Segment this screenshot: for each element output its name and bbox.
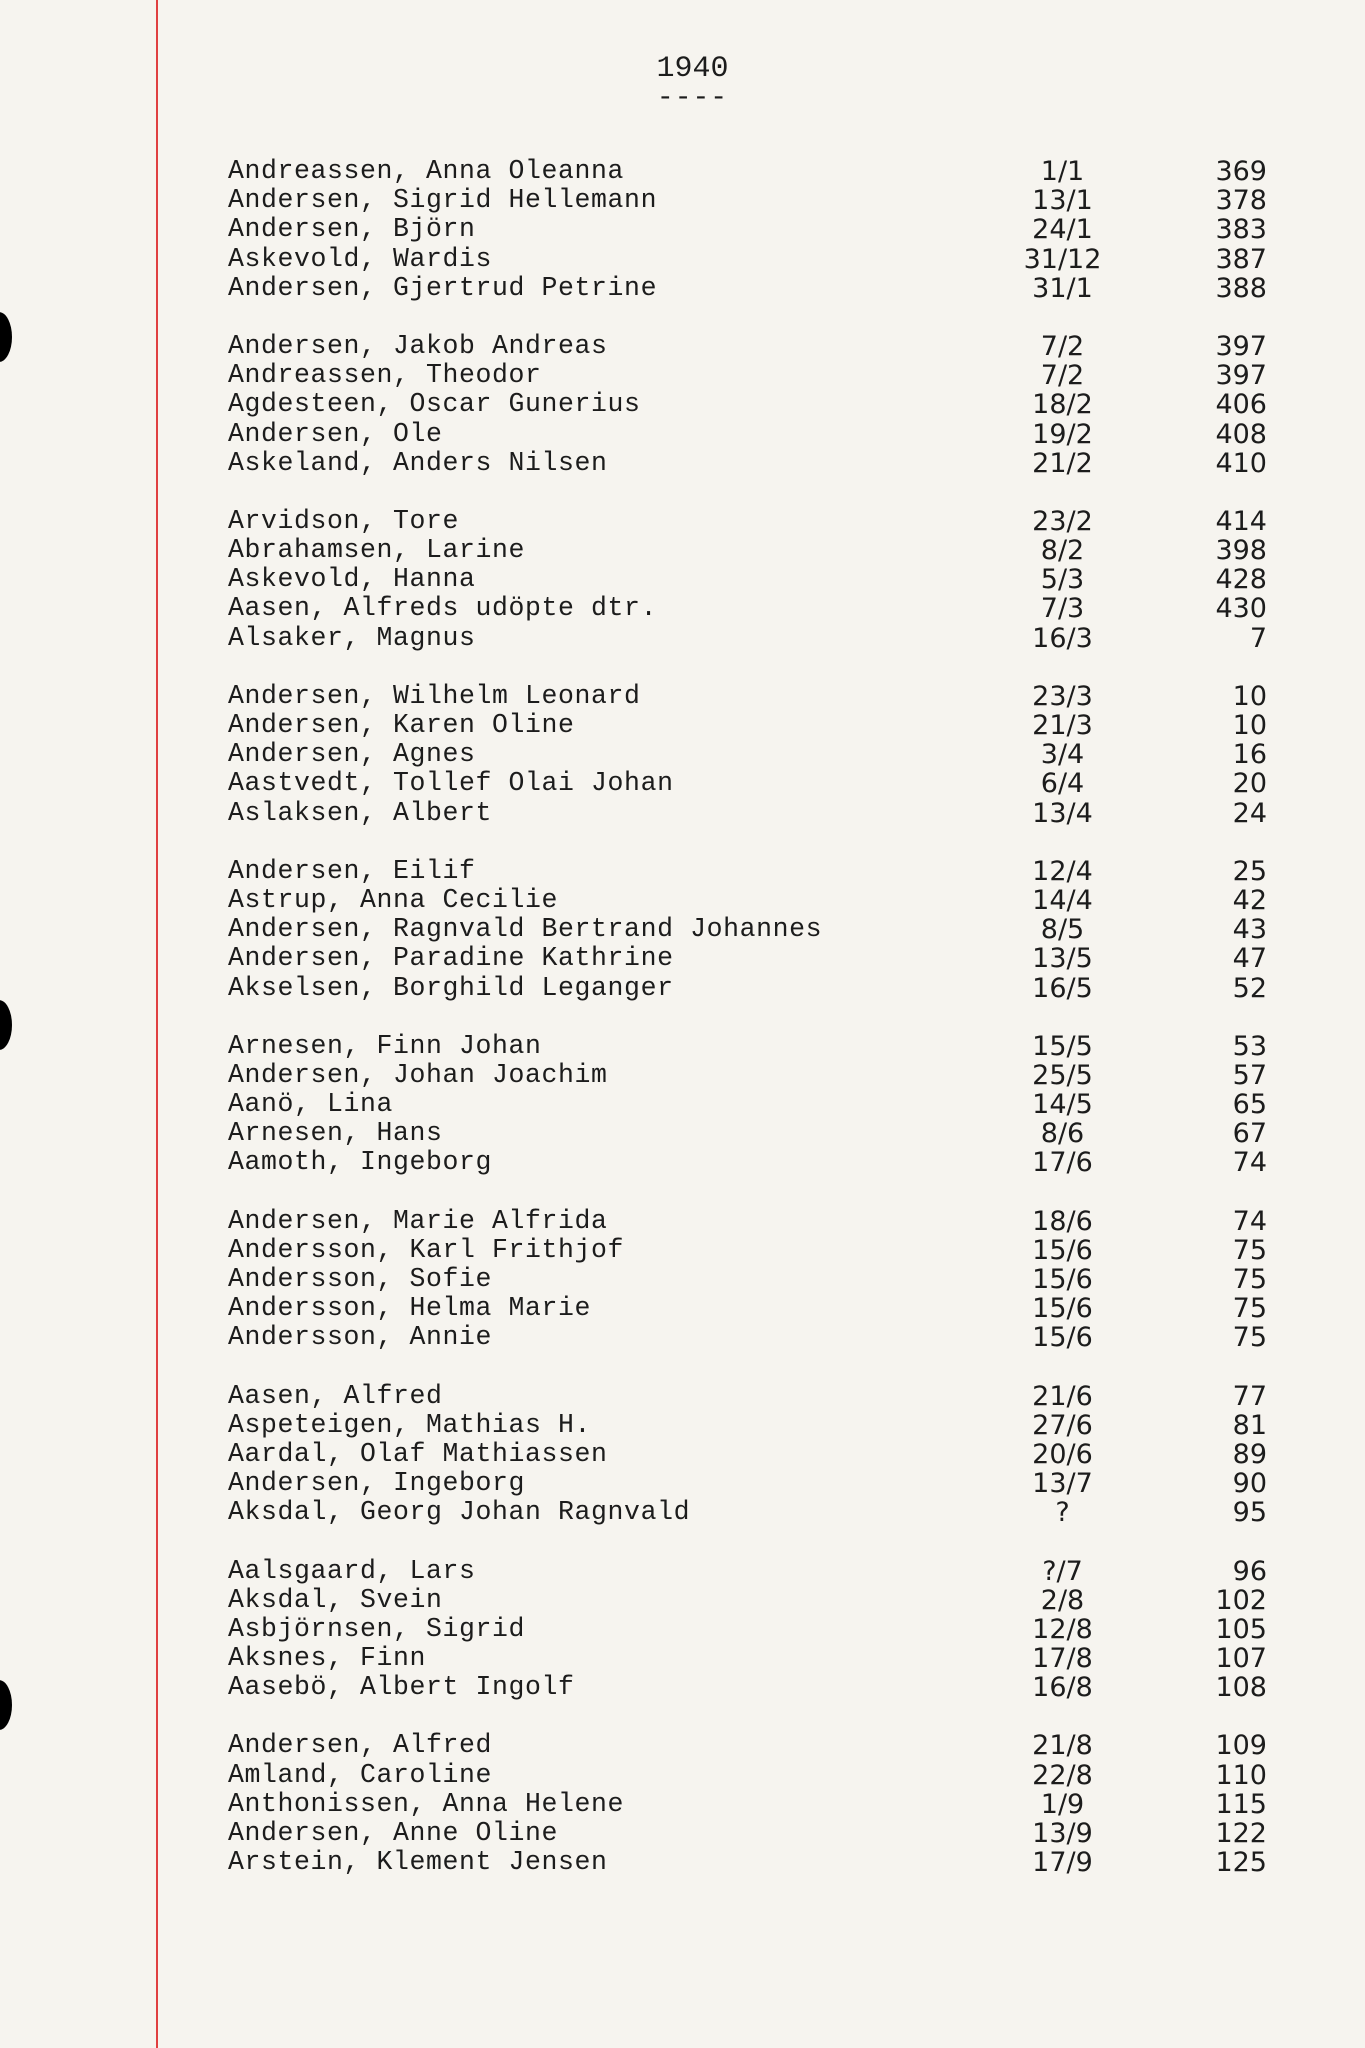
- person-name: Andersen, Björn: [228, 214, 476, 245]
- table-row: [0, 361, 1365, 390]
- person-name: Andersen, Ole: [228, 418, 443, 449]
- table-row: [0, 1411, 1365, 1440]
- person-name: Aksdal, Georg Johan Ragnvald: [228, 1497, 691, 1528]
- person-name: Andersen, Agnes: [228, 739, 476, 770]
- entry-number: 25: [1232, 855, 1267, 887]
- person-name: Arnesen, Hans: [228, 1118, 443, 1149]
- person-name: Aamoth, Ingeborg: [228, 1147, 493, 1178]
- year-underline: ----: [656, 83, 729, 114]
- entry-date: 8/5: [1040, 914, 1085, 946]
- table-row: [0, 507, 1365, 536]
- entry-date: 18/2: [1032, 389, 1093, 421]
- table-row: [0, 274, 1365, 303]
- entry-date: 7/2: [1040, 330, 1085, 362]
- entry-number: 105: [1215, 1613, 1267, 1645]
- table-row: [0, 1848, 1365, 1877]
- entry-number: 378: [1215, 185, 1267, 217]
- table-row: [0, 390, 1365, 419]
- entry-group: [0, 682, 1365, 828]
- person-name: Andersson, Sofie: [228, 1264, 493, 1294]
- table-row: [0, 186, 1365, 215]
- table-row: [0, 624, 1365, 653]
- entry-date: 16/8: [1032, 1672, 1093, 1704]
- entry-date: 15/6: [1032, 1234, 1093, 1266]
- entry-group: [0, 1557, 1365, 1703]
- entry-date: 21/3: [1032, 710, 1093, 741]
- table-row: [0, 1382, 1365, 1411]
- entry-number: 20: [1232, 768, 1267, 800]
- person-name: Amland, Caroline: [228, 1759, 493, 1790]
- entry-date: 1/9: [1040, 1788, 1085, 1820]
- person-name: Andersen, Gjertrud Petrine: [228, 272, 658, 303]
- entry-date: 13/7: [1032, 1468, 1093, 1500]
- table-row: [0, 799, 1365, 828]
- entry-number: 75: [1232, 1234, 1267, 1266]
- person-name: Andersen, Alfred: [228, 1730, 493, 1761]
- entry-number: 96: [1232, 1555, 1267, 1587]
- entry-group: [0, 157, 1365, 303]
- entry-number: 57: [1232, 1059, 1267, 1091]
- table-row: [0, 449, 1365, 478]
- entry-number: 107: [1215, 1643, 1267, 1675]
- entry-date: 7/2: [1040, 360, 1085, 392]
- entry-number: 74: [1232, 1147, 1267, 1179]
- entry-number: 90: [1232, 1468, 1267, 1500]
- entry-date: 15/5: [1032, 1030, 1093, 1062]
- person-name: Andersen, Paradine Kathrine: [228, 943, 674, 974]
- person-name: Askeland, Anders Nilsen: [228, 447, 608, 478]
- entry-number: 383: [1215, 214, 1267, 246]
- entry-date: 20/6: [1032, 1438, 1093, 1470]
- entry-number: 388: [1215, 272, 1267, 304]
- entry-number: 16: [1232, 739, 1267, 771]
- person-name: Arvidson, Tore: [228, 505, 460, 536]
- entry-number: 397: [1215, 330, 1267, 362]
- person-name: Aanö, Lina: [228, 1089, 394, 1120]
- entry-date: 15/6: [1032, 1293, 1093, 1325]
- entry-date: 8/2: [1040, 535, 1085, 567]
- table-row: [0, 215, 1365, 244]
- entry-number: 24: [1232, 797, 1267, 829]
- entry-date: 23/2: [1032, 505, 1093, 537]
- table-row: [0, 420, 1365, 449]
- entry-date: ?/7: [1042, 1555, 1083, 1587]
- entry-number: 414: [1215, 505, 1267, 537]
- person-name: Andersson, Helma Marie: [228, 1293, 592, 1324]
- entry-number: 75: [1232, 1264, 1267, 1295]
- entry-number: 10: [1232, 710, 1267, 741]
- entry-number: 108: [1215, 1672, 1267, 1704]
- person-name: Aasebö, Albert Ingolf: [228, 1672, 575, 1703]
- entry-group: [0, 1207, 1365, 1353]
- entry-date: 17/8: [1032, 1643, 1093, 1675]
- person-name: Andersson, Karl Frithjof: [228, 1234, 625, 1265]
- entry-date: 3/4: [1040, 739, 1085, 771]
- person-name: Andreassen, Theodor: [228, 360, 542, 391]
- entry-number: 74: [1232, 1205, 1267, 1237]
- person-name: Andersen, Eilif: [228, 855, 476, 886]
- entry-date: 31/1: [1032, 272, 1093, 304]
- entry-date: 17/9: [1032, 1847, 1093, 1879]
- person-name: Agdesteen, Oscar Gunerius: [228, 389, 641, 420]
- entry-date: 31/12: [1023, 243, 1102, 275]
- person-name: Askevold, Hanna: [228, 564, 476, 595]
- table-row: [0, 1731, 1365, 1760]
- entry-date: 13/9: [1032, 1818, 1093, 1849]
- entry-group: [0, 332, 1365, 478]
- entry-group: [0, 1382, 1365, 1528]
- person-name: Askevold, Wardis: [228, 243, 493, 274]
- person-name: Aasen, Alfreds udöpte dtr.: [228, 593, 658, 624]
- entry-date: 7/3: [1040, 593, 1085, 625]
- table-row: [0, 974, 1365, 1003]
- entry-number: 397: [1215, 360, 1267, 392]
- table-row: [0, 1586, 1365, 1615]
- entry-date: 15/6: [1032, 1322, 1093, 1354]
- table-row: [0, 594, 1365, 623]
- table-row: [0, 1819, 1365, 1848]
- entry-number: 95: [1232, 1497, 1267, 1529]
- table-row: [0, 1032, 1365, 1061]
- table-row: [0, 536, 1365, 565]
- entry-date: 18/6: [1032, 1205, 1093, 1237]
- person-name: Andersson, Annie: [228, 1322, 493, 1353]
- entry-date: 13/1: [1032, 185, 1093, 217]
- person-name: Andersen, Ingeborg: [228, 1468, 526, 1499]
- entry-group: [0, 857, 1365, 1003]
- person-name: Andreassen, Anna Oleanna: [228, 156, 625, 186]
- entry-date: 21/8: [1032, 1730, 1093, 1762]
- table-row: [0, 1498, 1365, 1527]
- person-name: Andersen, Jakob Andreas: [228, 330, 608, 361]
- person-name: Aalsgaard, Lars: [228, 1555, 476, 1586]
- entry-date: 12/4: [1032, 855, 1093, 887]
- entry-number: 115: [1215, 1788, 1267, 1820]
- table-row: [0, 1615, 1365, 1644]
- entry-date: 15/6: [1032, 1264, 1093, 1295]
- entry-date: 6/4: [1040, 768, 1085, 800]
- entry-date: 21/2: [1032, 447, 1093, 479]
- entry-number: 75: [1232, 1293, 1267, 1325]
- table-row: [0, 157, 1365, 186]
- person-name: Akselsen, Borghild Leganger: [228, 972, 674, 1003]
- person-name: Aslaksen, Albert: [228, 797, 493, 828]
- table-row: [0, 1323, 1365, 1352]
- entry-group: [0, 1032, 1365, 1178]
- person-name: Andersen, Marie Alfrida: [228, 1205, 608, 1236]
- table-row: [0, 1673, 1365, 1702]
- person-name: Andersen, Johan Joachim: [228, 1059, 608, 1090]
- person-name: Arnesen, Finn Johan: [228, 1030, 542, 1061]
- entry-number: 369: [1215, 156, 1267, 187]
- person-name: Aspeteigen, Mathias H.: [228, 1409, 592, 1440]
- table-row: [0, 1207, 1365, 1236]
- person-name: Alsaker, Magnus: [228, 622, 476, 653]
- table-row: [0, 857, 1365, 886]
- person-name: Andersen, Sigrid Hellemann: [228, 185, 658, 216]
- entry-number: 67: [1232, 1118, 1267, 1150]
- person-name: Andersen, Wilhelm Leonard: [228, 680, 641, 711]
- entry-number: 387: [1215, 243, 1267, 275]
- entry-date: 2/8: [1040, 1584, 1085, 1616]
- entry-date: 14/4: [1032, 884, 1093, 916]
- entry-number: 408: [1215, 418, 1267, 450]
- entry-date: 8/6: [1040, 1118, 1085, 1150]
- entry-date: 21/6: [1032, 1380, 1093, 1412]
- entry-date: 24/1: [1032, 214, 1093, 246]
- entry-number: 7: [1249, 622, 1267, 654]
- entry-number: 406: [1215, 389, 1267, 421]
- table-row: [0, 245, 1365, 274]
- entry-number: 110: [1215, 1759, 1267, 1791]
- entry-date: 14/5: [1032, 1089, 1093, 1121]
- entry-number: 52: [1232, 972, 1267, 1004]
- person-name: Arstein, Klement Jensen: [228, 1847, 608, 1878]
- table-row: [0, 1557, 1365, 1586]
- entry-date: ?: [1055, 1497, 1070, 1529]
- entry-number: 102: [1215, 1584, 1267, 1616]
- entry-number: 47: [1232, 943, 1267, 975]
- entry-number: 42: [1232, 884, 1267, 916]
- entry-date: 23/3: [1032, 680, 1093, 712]
- table-row: [0, 1761, 1365, 1790]
- entry-number: 53: [1232, 1030, 1267, 1062]
- table-row: [0, 1090, 1365, 1119]
- entry-date: 13/4: [1032, 797, 1093, 829]
- table-row: [0, 915, 1365, 944]
- entry-date: 16/3: [1032, 622, 1093, 654]
- entry-date: 25/5: [1032, 1059, 1093, 1091]
- page-year-heading: 1940: [656, 52, 729, 86]
- entry-date: 22/8: [1032, 1759, 1093, 1791]
- person-name: Astrup, Anna Cecilie: [228, 884, 559, 915]
- entry-date: 16/5: [1032, 972, 1093, 1004]
- entry-date: 17/6: [1032, 1147, 1093, 1179]
- person-name: Andersen, Anne Oline: [228, 1818, 559, 1848]
- table-row: [0, 1644, 1365, 1673]
- entry-date: 19/2: [1032, 418, 1093, 450]
- table-row: [0, 1061, 1365, 1090]
- entry-group: [0, 507, 1365, 653]
- person-name: Asbjörnsen, Sigrid: [228, 1613, 526, 1644]
- entry-number: 430: [1215, 593, 1267, 625]
- entry-number: 125: [1215, 1847, 1267, 1879]
- entry-number: 109: [1215, 1730, 1267, 1762]
- table-row: [0, 1440, 1365, 1469]
- entry-number: 89: [1232, 1438, 1267, 1470]
- person-name: Andersen, Karen Oline: [228, 710, 575, 740]
- table-row: [0, 1148, 1365, 1177]
- entry-number: 43: [1232, 914, 1267, 946]
- table-row: [0, 944, 1365, 973]
- entry-number: 77: [1232, 1380, 1267, 1412]
- table-row: [0, 1119, 1365, 1148]
- table-row: [0, 886, 1365, 915]
- entry-number: 75: [1232, 1322, 1267, 1354]
- table-row: [0, 1790, 1365, 1819]
- person-name: Aksdal, Svein: [228, 1584, 443, 1615]
- table-row: [0, 740, 1365, 769]
- table-row: [0, 565, 1365, 594]
- table-row: [0, 332, 1365, 361]
- entry-date: 1/1: [1040, 156, 1085, 187]
- entry-date: 13/5: [1032, 943, 1093, 975]
- table-row: [0, 1236, 1365, 1265]
- person-name: Andersen, Ragnvald Bertrand Johannes: [228, 914, 823, 945]
- entry-group: [0, 1731, 1365, 1877]
- entry-number: 410: [1215, 447, 1267, 479]
- person-name: Abrahamsen, Larine: [228, 535, 526, 566]
- entry-number: 65: [1232, 1089, 1267, 1121]
- table-row: [0, 1469, 1365, 1498]
- person-name: Aardal, Olaf Mathiassen: [228, 1438, 608, 1469]
- table-row: [0, 682, 1365, 711]
- person-name: Aastvedt, Tollef Olai Johan: [228, 768, 674, 799]
- entry-date: 27/6: [1032, 1409, 1093, 1441]
- table-row: [0, 1294, 1365, 1323]
- entry-number: 81: [1232, 1409, 1267, 1441]
- entry-date: 5/3: [1040, 564, 1085, 596]
- entry-number: 428: [1215, 564, 1267, 596]
- person-name: Aksnes, Finn: [228, 1643, 427, 1674]
- entry-date: 12/8: [1032, 1613, 1093, 1645]
- register-entries: [0, 157, 1365, 1906]
- entry-number: 122: [1215, 1818, 1267, 1849]
- entry-number: 10: [1232, 680, 1267, 712]
- person-name: Aasen, Alfred: [228, 1380, 443, 1411]
- table-row: [0, 1265, 1365, 1294]
- entry-number: 398: [1215, 535, 1267, 567]
- table-row: [0, 769, 1365, 798]
- person-name: Anthonissen, Anna Helene: [228, 1788, 625, 1819]
- table-row: [0, 711, 1365, 740]
